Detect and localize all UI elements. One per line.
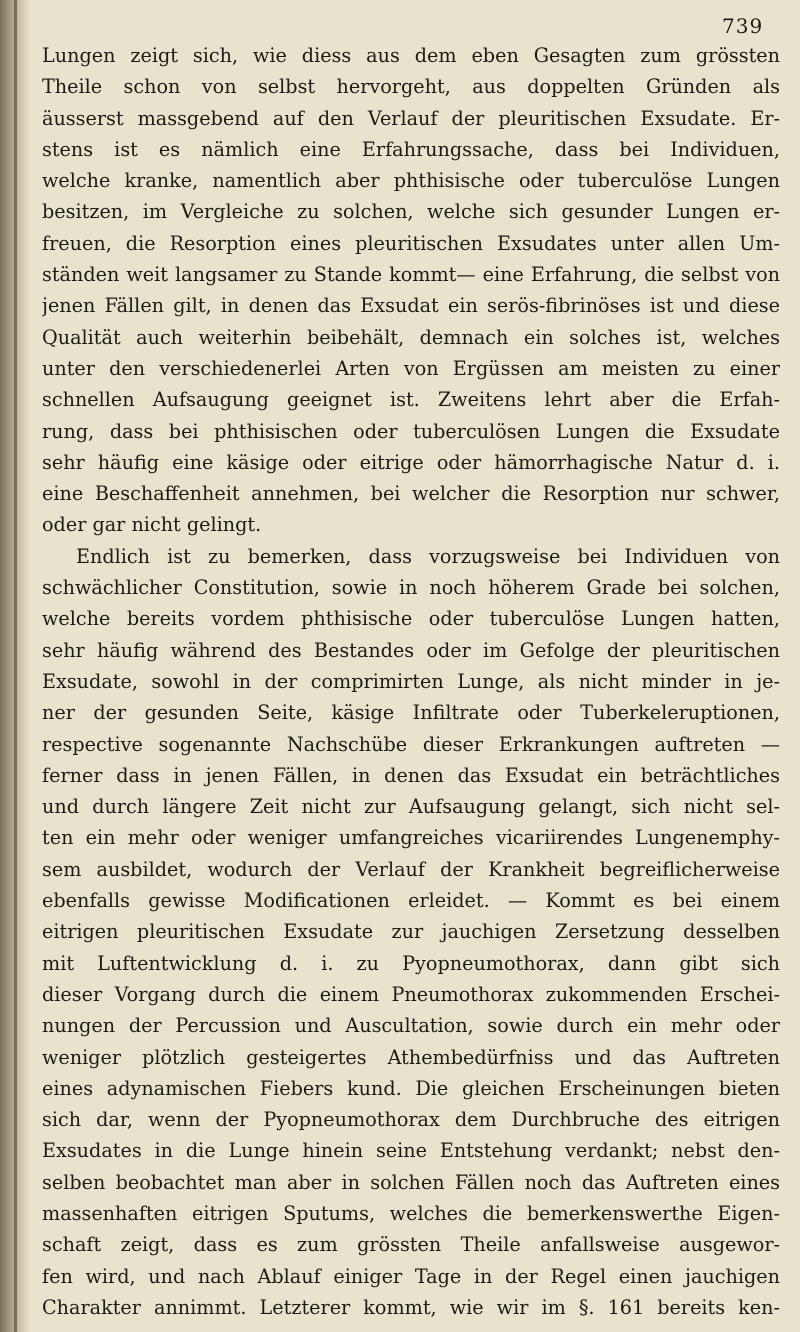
text-line: schwächlicher Constitution, sowie in noch höherem Grade bei solchen, <box>42 576 780 600</box>
text-line: ständen weit langsamer zu Stande kommt— eine Erfahrung, die selbst von <box>42 263 780 287</box>
text-line: äusserst massgebend auf den Verlauf der pleuritischen Exsudate. Er- <box>42 106 780 130</box>
binding-edge <box>14 0 17 1332</box>
text-line: mit Luftentwicklung d. i. zu Pyopneumothorax, dann gibt sich <box>42 951 780 975</box>
text-line: ten ein mehr oder weniger umfangreiches vicariirendes Lungenemphy- <box>42 826 780 850</box>
text-line: Charakter annimmt. Letzterer kommt, wie wir im §. 161 bereits ken- <box>42 1295 780 1319</box>
text-line: sehr häufig während des Bestandes oder im Gefolge der pleuritischen <box>42 638 780 662</box>
text-line: welche bereits vordem phthisische oder tuberculöse Lungen hatten, <box>42 607 780 631</box>
text-line: schaft zeigt, dass es zum grössten Theile anfallsweise ausgewor- <box>42 1233 780 1257</box>
text-line: ferner dass in jenen Fällen, in denen das Exsudat ein beträchtliches <box>42 763 780 787</box>
text-line: Theile schon von selbst hervorgeht, aus doppelten Gründen als <box>42 75 780 99</box>
text-line: dieser Vorgang durch die einem Pneumothorax zukommenden Erschei- <box>42 982 780 1006</box>
text-line: stens ist es nämlich eine Erfahrungssache, dass bei Individuen, <box>42 137 780 161</box>
text-line: unter den verschiedenerlei Arten von Ergüssen am meisten zu einer <box>42 356 780 380</box>
text-line: sehr häufig eine käsige oder eitrige oder hämorrhagische Natur d. i. <box>42 450 780 474</box>
text-line: Exsudate, sowohl in der comprimirten Lunge, als nicht minder in je- <box>42 669 780 693</box>
text-line: eines adynamischen Fiebers kund. Die gleichen Erscheinungen bieten <box>42 1076 780 1100</box>
text-line: respective sogenannte Nachschübe dieser Erkrankungen auftreten — <box>42 732 780 756</box>
text-line: ner der gesunden Seite, käsige Infiltrate oder Tuberkeleruptionen, <box>42 701 780 725</box>
text-line: Lungen zeigt sich, wie diess aus dem eben Gesagten zum grössten <box>42 44 780 67</box>
text-line: Qualität auch weiterhin beibehält, demnach ein solches ist, welches <box>42 325 780 349</box>
text-line: sich dar, wenn der Pyopneumothorax dem Durchbruche des eitrigen <box>42 1108 780 1132</box>
text-line: selben beobachtet man aber in solchen Fällen noch das Auftreten eines <box>42 1170 780 1194</box>
text-line: Endlich ist zu bemerken, dass vorzugsweise bei Individuen von <box>76 544 780 568</box>
text-line: eitrigen pleuritischen Exsudate zur jauchigen Zersetzung desselben <box>42 920 780 944</box>
text-line: jenen Fällen gilt, in denen das Exsudat ein serös-fibrinöses ist und diese <box>42 294 780 318</box>
book-binding-shadow <box>0 0 30 1332</box>
text-line: eine Beschaffenheit annehmen, bei welcher die Resorption nur schwer, <box>42 482 780 506</box>
text-line: und durch längere Zeit nicht zur Aufsaugung gelangt, sich nicht sel- <box>42 795 780 819</box>
text-line: freuen, die Resorption eines pleuritischen Exsudates unter allen Um- <box>42 231 780 255</box>
text-line: weniger plötzlich gesteigertes Athembedürfniss und das Auftreten <box>42 1045 780 1069</box>
text-line: fen wird, und nach Ablauf einiger Tage in der Regel einen jauchigen <box>42 1264 780 1288</box>
text-line: Exsudates in die Lunge hinein seine Entstehung verdankt; nebst den- <box>42 1139 780 1163</box>
text-line: massenhaften eitrigen Sputums, welches die bemerkenswerthe Eigen- <box>42 1201 780 1225</box>
text-line: besitzen, im Vergleiche zu solchen, welche sich gesunder Lungen er- <box>42 200 780 224</box>
text-line: nungen der Percussion und Auscultation, sowie durch ein mehr oder <box>42 1014 780 1038</box>
body-text <box>42 40 780 1323</box>
text-line: welche kranke, namentlich aber phthisische oder tuberculöse Lungen <box>42 169 780 193</box>
text-line: sem ausbildet, wodurch der Verlauf der Krankheit begreiflicherweise <box>42 857 780 881</box>
text-line: rung, dass bei phthisischen oder tuberculösen Lungen die Exsudate <box>42 419 780 443</box>
text-line: schnellen Aufsaugung geeignet ist. Zweitens lehrt aber die Erfah- <box>42 388 780 412</box>
page-number: 739 <box>722 14 764 38</box>
text-line: ebenfalls gewisse Modificationen erleidet. — Kommt es bei einem <box>42 889 780 913</box>
text-line: oder gar nicht gelingt. <box>42 513 262 537</box>
